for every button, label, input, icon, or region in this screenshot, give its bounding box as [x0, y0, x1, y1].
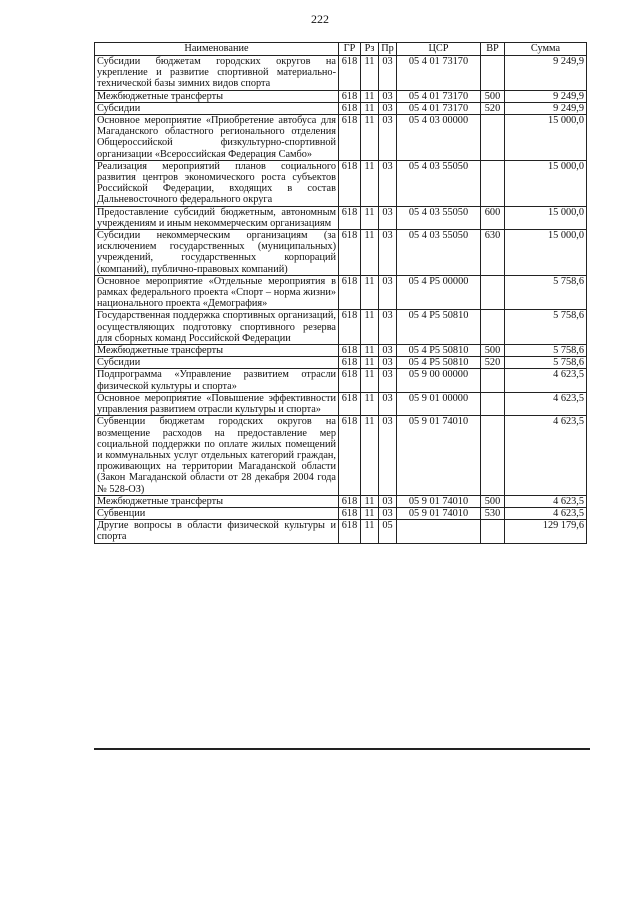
table-row	[95, 56, 587, 91]
table-row	[95, 369, 587, 392]
row-pr: 03	[379, 56, 397, 91]
row-sum: 15 000,0	[505, 115, 587, 161]
row-rz: 11	[361, 495, 379, 507]
row-name: Межбюджетные трансферты	[95, 495, 339, 507]
budget-table	[94, 42, 587, 544]
table-body	[95, 56, 587, 544]
row-pr: 03	[379, 102, 397, 114]
header-csr: ЦСР	[397, 43, 481, 56]
row-rz: 11	[361, 275, 379, 310]
table-row	[95, 345, 587, 357]
row-pr: 03	[379, 357, 397, 369]
row-pr: 03	[379, 392, 397, 415]
row-csr: 05 4 P5 00000	[397, 275, 481, 310]
header-name: Наименование	[95, 43, 339, 56]
row-csr: 05 9 00 00000	[397, 369, 481, 392]
row-rz: 11	[361, 230, 379, 276]
row-vr	[481, 520, 505, 543]
row-vr: 500	[481, 495, 505, 507]
row-gr: 618	[339, 520, 361, 543]
row-pr: 03	[379, 507, 397, 519]
row-sum: 15 000,0	[505, 160, 587, 206]
row-pr: 03	[379, 369, 397, 392]
row-pr: 03	[379, 495, 397, 507]
row-csr	[397, 520, 481, 543]
row-gr: 618	[339, 369, 361, 392]
row-rz: 11	[361, 392, 379, 415]
table-row	[95, 392, 587, 415]
row-sum: 9 249,9	[505, 56, 587, 91]
row-sum: 4 623,5	[505, 369, 587, 392]
row-vr	[481, 310, 505, 345]
row-pr: 03	[379, 230, 397, 276]
table-row	[95, 230, 587, 276]
row-rz: 11	[361, 90, 379, 102]
row-csr: 05 4 03 55050	[397, 230, 481, 276]
table-row	[95, 275, 587, 310]
table-row	[95, 357, 587, 369]
row-gr: 618	[339, 56, 361, 91]
row-name: Межбюджетные трансферты	[95, 90, 339, 102]
row-sum: 4 623,5	[505, 495, 587, 507]
row-name: Субсидии бюджетам городских округов на укрепление и развитие спортивной материально-технической базы зимних видов спорта	[95, 56, 339, 91]
row-rz: 11	[361, 345, 379, 357]
row-name: Основное мероприятие «Отдельные мероприятия в рамках федерального проекта «Спорт – норма жизни» национального проекта «Демография»	[95, 275, 339, 310]
row-vr: 600	[481, 206, 505, 229]
row-rz: 11	[361, 56, 379, 91]
table-row	[95, 206, 587, 229]
row-name: Субсидии некоммерческим организациям (за исключением государственных (муниципальных) учреждений, государственных корпораций (компаний), публично-правовых компаний)	[95, 230, 339, 276]
row-name: Другие вопросы в области физической культуры и спорта	[95, 520, 339, 543]
table-row	[95, 102, 587, 114]
row-gr: 618	[339, 102, 361, 114]
row-sum: 5 758,6	[505, 310, 587, 345]
row-gr: 618	[339, 507, 361, 519]
row-csr: 05 4 01 73170	[397, 102, 481, 114]
header-rz: Рз	[361, 43, 379, 56]
row-rz: 11	[361, 102, 379, 114]
page-number: 222	[311, 12, 329, 26]
row-rz: 11	[361, 206, 379, 229]
row-rz: 11	[361, 369, 379, 392]
row-rz: 11	[361, 357, 379, 369]
row-pr: 03	[379, 416, 397, 495]
row-name: Субсидии	[95, 357, 339, 369]
table-row	[95, 160, 587, 206]
table-header-row	[95, 43, 587, 56]
footer-rule	[94, 748, 590, 750]
row-sum: 15 000,0	[505, 206, 587, 229]
row-pr: 03	[379, 310, 397, 345]
row-gr: 618	[339, 206, 361, 229]
row-csr: 05 9 01 74010	[397, 495, 481, 507]
row-vr: 630	[481, 230, 505, 276]
row-vr: 530	[481, 507, 505, 519]
row-vr	[481, 56, 505, 91]
row-pr: 03	[379, 206, 397, 229]
row-csr: 05 9 01 74010	[397, 416, 481, 495]
row-vr: 520	[481, 357, 505, 369]
row-name: Субвенции бюджетам городских округов на возмещение расходов на предоставление мер социальной поддержки по оплате жилых помещений и коммунальных услуг отдельных категорий граждан, проживающих на территории Магаданской области (Закон Магаданской области от 28 декабря 2004 года № 528-ОЗ)	[95, 416, 339, 495]
row-gr: 618	[339, 495, 361, 507]
row-csr: 05 4 P5 50810	[397, 345, 481, 357]
row-vr: 520	[481, 102, 505, 114]
table-row	[95, 495, 587, 507]
row-gr: 618	[339, 90, 361, 102]
table-row	[95, 416, 587, 495]
row-rz: 11	[361, 160, 379, 206]
row-gr: 618	[339, 160, 361, 206]
row-name: Государственная поддержка спортивных организаций, осуществляющих подготовку спортивного резерва для сборных команд Российской Федерации	[95, 310, 339, 345]
row-sum: 5 758,6	[505, 357, 587, 369]
row-rz: 11	[361, 520, 379, 543]
row-name: Подпрограмма «Управление развитием отрасли физической культуры и спорта»	[95, 369, 339, 392]
row-pr: 03	[379, 275, 397, 310]
row-sum: 15 000,0	[505, 230, 587, 276]
header-gr: ГР	[339, 43, 361, 56]
row-pr: 05	[379, 520, 397, 543]
row-vr	[481, 416, 505, 495]
header-pr: Пр	[379, 43, 397, 56]
row-rz: 11	[361, 416, 379, 495]
table-row	[95, 90, 587, 102]
row-sum: 129 179,6	[505, 520, 587, 543]
row-pr: 03	[379, 160, 397, 206]
row-sum: 9 249,9	[505, 90, 587, 102]
row-vr: 500	[481, 90, 505, 102]
row-csr: 05 4 P5 50810	[397, 357, 481, 369]
table-row	[95, 115, 587, 161]
row-csr: 05 4 03 55050	[397, 206, 481, 229]
row-csr: 05 9 01 00000	[397, 392, 481, 415]
row-csr: 05 4 03 55050	[397, 160, 481, 206]
row-gr: 618	[339, 310, 361, 345]
row-sum: 4 623,5	[505, 507, 587, 519]
header-sum: Сумма	[505, 43, 587, 56]
row-name: Субвенции	[95, 507, 339, 519]
row-gr: 618	[339, 345, 361, 357]
row-csr: 05 4 03 00000	[397, 115, 481, 161]
row-csr: 05 4 01 73170	[397, 56, 481, 91]
row-pr: 03	[379, 90, 397, 102]
row-name: Предоставление субсидий бюджетным, автономным учреждениям и иным некоммерческим организациям	[95, 206, 339, 229]
row-rz: 11	[361, 507, 379, 519]
table-row	[95, 507, 587, 519]
row-sum: 5 758,6	[505, 275, 587, 310]
row-gr: 618	[339, 230, 361, 276]
row-sum: 4 623,5	[505, 416, 587, 495]
row-vr	[481, 392, 505, 415]
header-vr: ВР	[481, 43, 505, 56]
row-pr: 03	[379, 345, 397, 357]
row-gr: 618	[339, 275, 361, 310]
row-name: Основное мероприятие «Приобретение автобуса для Магаданского областного регионального отделения Общероссийской физкультурно-спортивной организации «Всероссийская Федерация Самбо»	[95, 115, 339, 161]
row-vr	[481, 369, 505, 392]
row-name: Межбюджетные трансферты	[95, 345, 339, 357]
row-csr: 05 9 01 74010	[397, 507, 481, 519]
row-sum: 5 758,6	[505, 345, 587, 357]
row-gr: 618	[339, 115, 361, 161]
row-name: Субсидии	[95, 102, 339, 114]
row-gr: 618	[339, 392, 361, 415]
row-rz: 11	[361, 310, 379, 345]
row-csr: 05 4 P5 50810	[397, 310, 481, 345]
row-name: Основное мероприятие «Повышение эффективности управления развитием отрасли культуры и спорта»	[95, 392, 339, 415]
row-vr	[481, 115, 505, 161]
row-gr: 618	[339, 416, 361, 495]
table-row	[95, 520, 587, 543]
row-csr: 05 4 01 73170	[397, 90, 481, 102]
row-pr: 03	[379, 115, 397, 161]
table-row	[95, 310, 587, 345]
row-vr: 500	[481, 345, 505, 357]
row-vr	[481, 275, 505, 310]
row-name: Реализация мероприятий планов социального развития центров экономического роста субъектов Российской Федерации, входящих в состав Дальневосточного федерального округа	[95, 160, 339, 206]
row-vr	[481, 160, 505, 206]
row-rz: 11	[361, 115, 379, 161]
row-gr: 618	[339, 357, 361, 369]
row-sum: 9 249,9	[505, 102, 587, 114]
row-sum: 4 623,5	[505, 392, 587, 415]
